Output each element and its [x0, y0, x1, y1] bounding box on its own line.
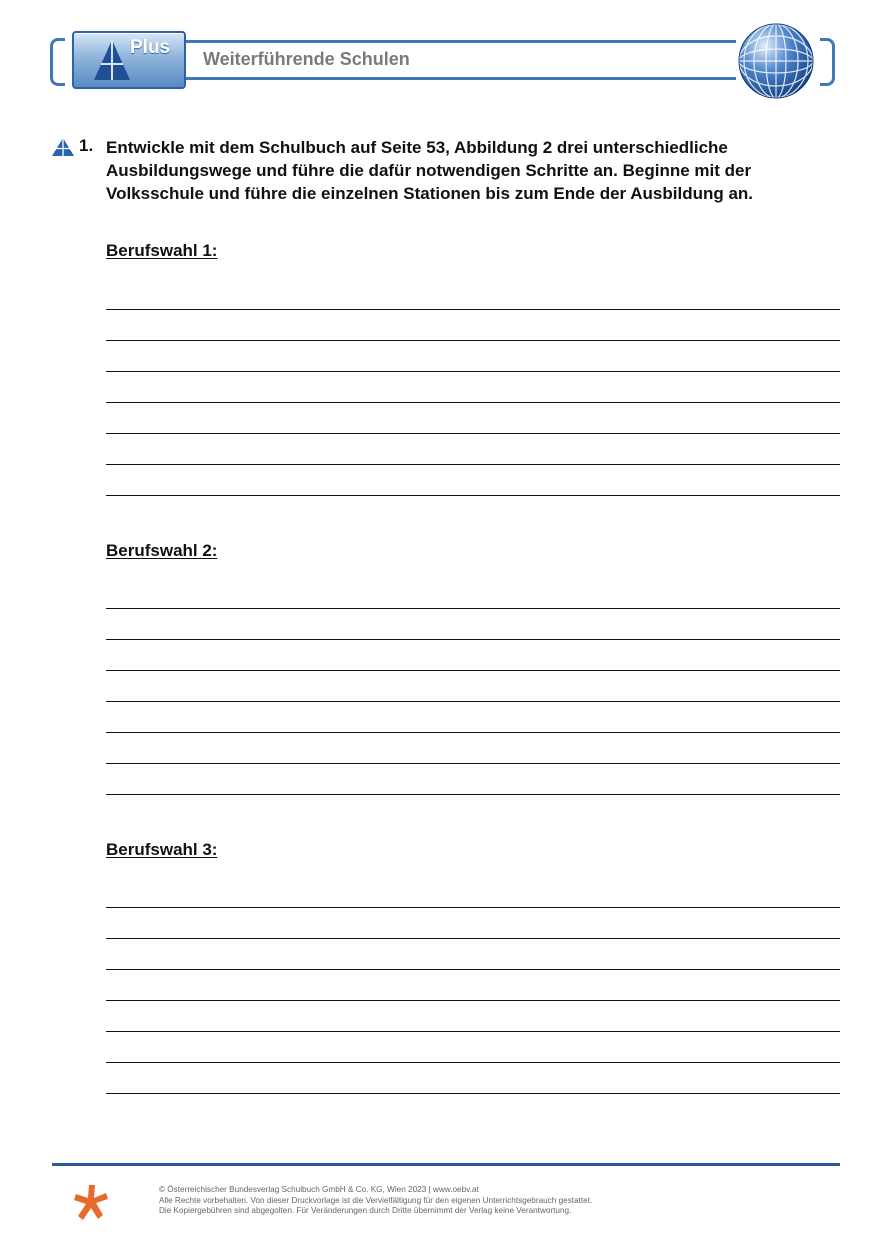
header-bracket-left	[50, 38, 65, 86]
writing-line[interactable]	[106, 371, 840, 372]
writing-line[interactable]	[106, 464, 840, 465]
task-triangle-icon	[52, 138, 74, 156]
footer-copyright	[159, 1185, 592, 1217]
writing-line[interactable]	[106, 701, 840, 702]
writing-line[interactable]	[106, 309, 840, 310]
globe-icon	[737, 22, 815, 100]
task-instruction: Entwickle mit dem Schulbuch auf Seite 53, Abbildung 2 drei unterschiedliche Ausbildungswege und führe die dafür notwendigen Schritte an. Beginne mit der Volksschule und führe die einzelnen Stationen bis zum Ende der Ausbildung an.	[106, 138, 754, 203]
footer-divider	[52, 1163, 840, 1166]
plus-logo-label: Plus	[130, 37, 171, 58]
writing-line[interactable]	[106, 608, 840, 609]
oebv-logo-icon	[72, 1184, 110, 1222]
writing-line[interactable]	[106, 433, 840, 434]
writing-line[interactable]	[106, 969, 840, 970]
page-header	[0, 0, 890, 110]
writing-line[interactable]	[106, 1000, 840, 1001]
writing-line[interactable]	[106, 402, 840, 403]
footer-line-3: Die Kopiergebühren sind abgegolten. Für Veränderungen durch Dritte übernimmt der Verlag keine Verantwortung.	[159, 1206, 572, 1215]
plus-logo-triangle-icon	[92, 38, 132, 82]
plus-logo	[72, 31, 186, 89]
writing-line[interactable]	[106, 732, 840, 733]
section-title-berufswahl-1: Berufswahl 1:	[106, 241, 218, 260]
writing-line[interactable]	[106, 907, 840, 908]
writing-line[interactable]	[106, 1062, 840, 1063]
writing-line[interactable]	[106, 670, 840, 671]
writing-line[interactable]	[106, 763, 840, 764]
section-title-berufswahl-3: Berufswahl 3:	[106, 840, 218, 859]
writing-line[interactable]	[106, 639, 840, 640]
header-divider-top	[186, 40, 736, 43]
header-divider-bottom	[186, 77, 736, 80]
section-title-berufswahl-2: Berufswahl 2:	[106, 541, 218, 560]
writing-line[interactable]	[106, 794, 840, 795]
writing-line[interactable]	[106, 1093, 840, 1094]
writing-line[interactable]	[106, 495, 840, 496]
writing-line[interactable]	[106, 1031, 840, 1032]
writing-line[interactable]	[106, 340, 840, 341]
footer-line-2: Alle Rechte vorbehalten. Von dieser Druckvorlage ist die Vervielfältigung für den eigenen Unterrichtsgebrauch gestattet.	[159, 1195, 593, 1205]
task-number: 1.	[79, 136, 94, 155]
page-title: Weiterführende Schulen	[203, 49, 410, 69]
footer-line-1: © Österreichischer Bundesverlag Schulbuch GmbH & Co. KG, Wien 2023 | www.oebv.at	[159, 1185, 479, 1194]
writing-line[interactable]	[106, 938, 840, 939]
header-bracket-right	[820, 38, 835, 86]
